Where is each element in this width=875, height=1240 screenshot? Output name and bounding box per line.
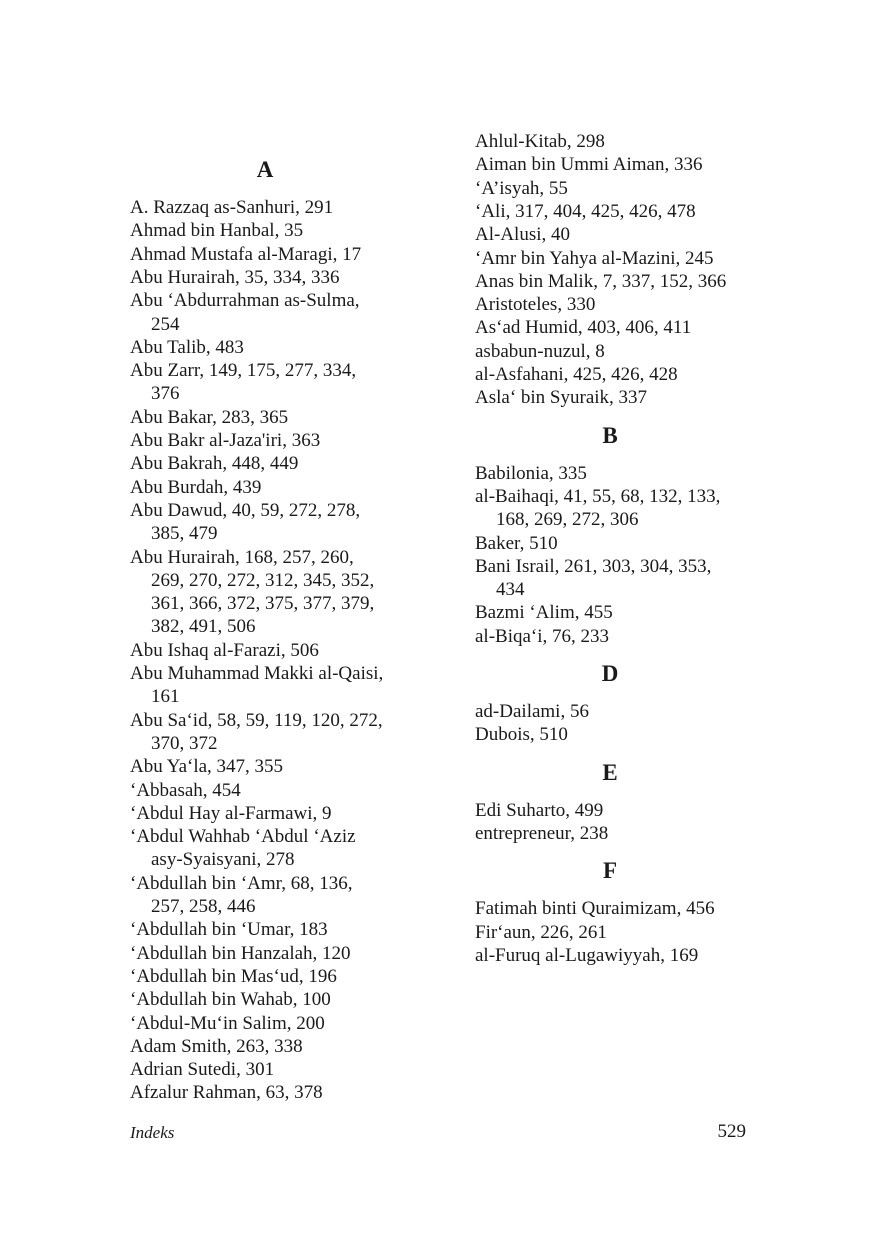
- index-entry: Dubois, 510: [475, 724, 568, 746]
- index-entry: Aristoteles, 330: [475, 294, 596, 316]
- index-entry: Abu Talib, 483: [130, 336, 244, 358]
- index-entry: al-Baihaqi, 41, 55, 68, 132, 133,: [475, 485, 721, 507]
- index-entry-continuation: 168, 269, 272, 306: [496, 509, 639, 531]
- index-entry: Abu Ishaq al-Farazi, 506: [130, 639, 319, 661]
- index-entry: Abu Burdah, 439: [130, 476, 262, 498]
- index-entry: Aiman bin Ummi Aiman, 336: [475, 154, 703, 176]
- index-entry: As‘ad Humid, 403, 406, 411: [475, 317, 692, 339]
- index-entry: ‘Ali, 317, 404, 425, 426, 478: [475, 200, 696, 222]
- index-entry: Ahmad bin Hanbal, 35: [130, 220, 304, 242]
- index-entry: al-Asfahani, 425, 426, 428: [475, 364, 678, 385]
- index-entry-continuation: 257, 258, 446: [151, 896, 256, 917]
- index-entry: ‘Abdul Hay al-Farmawi, 9: [130, 802, 332, 824]
- index-entry: Abu Hurairah, 168, 257, 260,: [130, 546, 354, 568]
- section-letter-b: B: [602, 422, 618, 448]
- index-entry: Abu Ya‘la, 347, 355: [130, 756, 284, 778]
- index-entry: Afzalur Rahman, 63, 378: [130, 1082, 323, 1104]
- index-entry: al-Furuq al-Lugawiyyah, 169: [475, 944, 699, 966]
- page-number: 529: [717, 1121, 746, 1142]
- index-entry: Asla‘ bin Syuraik, 337: [475, 387, 648, 409]
- index-entry: ‘Abdullah bin Hanzalah, 120: [130, 942, 351, 964]
- index-entry-continuation: 370, 372: [151, 732, 218, 754]
- index-entry: Abu Sa‘id, 58, 59, 119, 120, 272,: [130, 709, 383, 731]
- index-entry: ‘Abdullah bin Mas‘ud, 196: [130, 965, 337, 987]
- index-entry: Babilonia, 335: [475, 462, 587, 484]
- footer-label: Indeks: [130, 1123, 175, 1142]
- index-entry: Al-Alusi, 40: [475, 224, 570, 246]
- index-entry-continuation: 161: [151, 686, 180, 708]
- index-entry: Bani Israil, 261, 303, 304, 353,: [475, 555, 712, 577]
- index-entry-continuation: asy-Syaisyani, 278: [151, 849, 295, 871]
- index-entry-continuation: 254: [151, 313, 180, 335]
- index-entry: ‘Abdullah bin Wahab, 100: [130, 989, 331, 1011]
- index-entry: entrepreneur, 238: [475, 822, 609, 844]
- index-entry: A. Razzaq as-Sanhuri, 291: [130, 197, 334, 218]
- index-entry: al-Biqa‘i, 76, 233: [475, 625, 610, 647]
- index-entry: Anas bin Malik, 7, 337, 152, 366: [475, 270, 727, 292]
- index-entry: Abu Muhammad Makki al-Qaisi,: [130, 663, 384, 684]
- index-entry: Fatimah binti Quraimizam, 456: [475, 898, 715, 920]
- index-entry: Abu Bakar, 283, 365: [130, 406, 289, 428]
- index-entry: ‘Amr bin Yahya al-Mazini, 245: [475, 247, 714, 269]
- index-entry: Abu Hurairah, 35, 334, 336: [130, 266, 340, 288]
- index-entry: asbabun-nuzul, 8: [475, 340, 605, 362]
- index-entry-continuation: 382, 491, 506: [151, 616, 256, 638]
- index-entry: Abu Dawud, 40, 59, 272, 278,: [130, 499, 361, 521]
- index-entry: ad-Dailami, 56: [475, 701, 589, 722]
- index-entry: ‘Abdullah bin ‘Amr, 68, 136,: [130, 872, 353, 894]
- index-entry-continuation: 361, 366, 372, 375, 377, 379,: [151, 593, 375, 615]
- index-entry: Abu ‘Abdurrahman as-Sulma,: [130, 290, 360, 312]
- section-letter-f: F: [602, 858, 618, 884]
- index-entry: Edi Suharto, 499: [475, 799, 604, 821]
- index-entry: Bazmi ‘Alim, 455: [475, 602, 613, 624]
- index-entry-continuation: 269, 270, 272, 312, 345, 352,: [151, 569, 375, 591]
- index-entry-continuation: 385, 479: [151, 523, 218, 545]
- section-letter-d: D: [601, 661, 619, 686]
- index-entry: Adam Smith, 263, 338: [130, 1035, 303, 1057]
- section-letter-a: A: [256, 157, 274, 182]
- section-letter-e: E: [602, 759, 618, 785]
- index-entry: Ahmad Mustafa al-Maragi, 17: [130, 243, 362, 265]
- index-entry: Baker, 510: [475, 532, 558, 554]
- index-entry: ‘Abdullah bin ‘Umar, 183: [130, 919, 328, 941]
- index-entry: ‘Abdul-Mu‘in Salim, 200: [130, 1012, 325, 1034]
- index-entry-continuation: 434: [496, 579, 525, 601]
- index-entry: Abu Zarr, 149, 175, 277, 334,: [130, 360, 357, 382]
- index-entry: Ahlul-Kitab, 298: [475, 131, 605, 152]
- index-entry-continuation: 376: [151, 383, 180, 405]
- index-entry: ‘Abbasah, 454: [130, 779, 241, 801]
- index-entry: ‘A’isyah, 55: [475, 177, 568, 199]
- index-entry: Abu Bakrah, 448, 449: [130, 453, 299, 475]
- index-entry: ‘Abdul Wahhab ‘Abdul ‘Aziz: [130, 826, 356, 848]
- index-entry: Abu Bakr al-Jaza'iri, 363: [130, 430, 321, 451]
- index-entry: Adrian Sutedi, 301: [130, 1059, 275, 1081]
- index-entry: Fir‘aun, 226, 261: [475, 921, 607, 943]
